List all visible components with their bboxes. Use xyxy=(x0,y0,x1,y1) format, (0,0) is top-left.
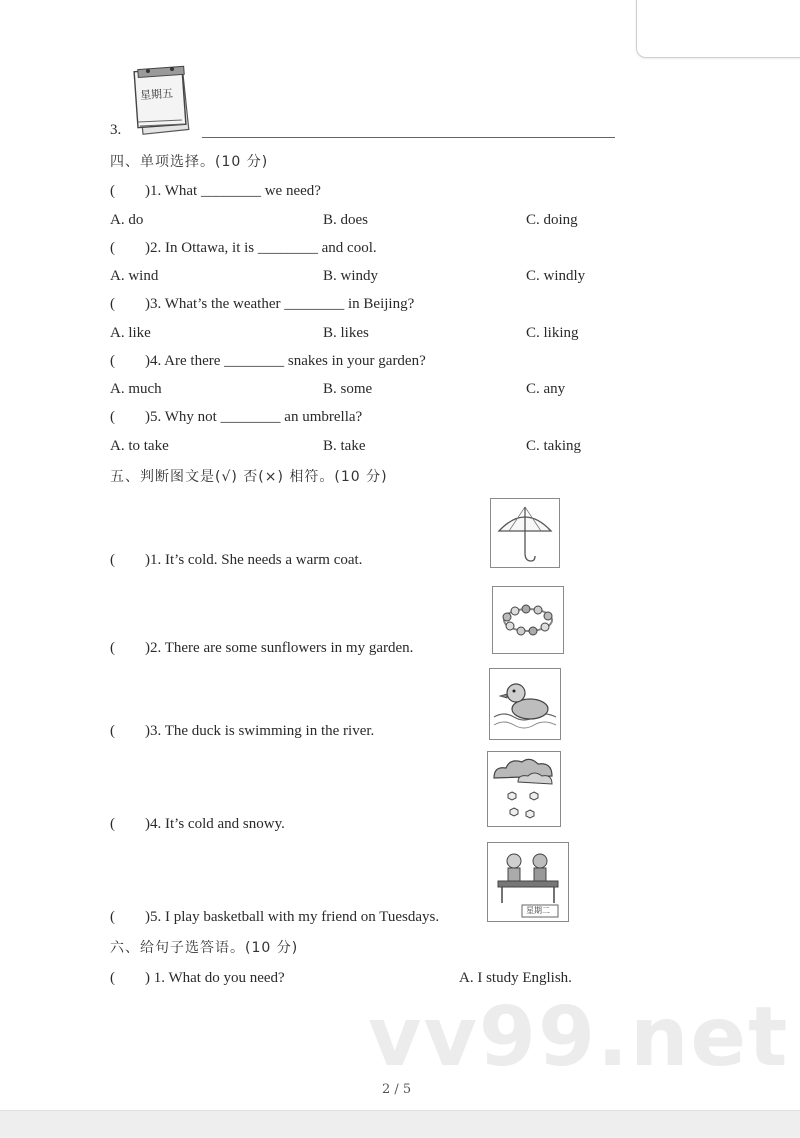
section-5-title: 五、判断图文是(√) 否(×) 相符。(10 分) xyxy=(110,469,388,485)
judge-paren: ( xyxy=(110,816,115,832)
match-answer: A. I study English. xyxy=(459,970,572,986)
judge-paren: ( xyxy=(110,640,115,656)
option-a: A. like xyxy=(110,325,151,341)
umbrella-picture xyxy=(490,498,560,568)
judge-statement: )1. It’s cold. She needs a warm coat. xyxy=(145,552,363,568)
kids-picture xyxy=(487,842,569,922)
option-c: C. any xyxy=(526,381,566,397)
question-paren: ( xyxy=(110,353,115,369)
item-number: 3. xyxy=(110,122,122,138)
option-a: A. much xyxy=(110,381,162,397)
judge-statement: )2. There are some sunflowers in my garden. xyxy=(145,640,414,656)
option-c: C. windly xyxy=(526,268,586,284)
question-paren: ( xyxy=(110,409,115,425)
match-paren: ( xyxy=(110,970,115,986)
option-a: A. to take xyxy=(110,438,169,454)
watermark: vv99.net xyxy=(368,990,790,1085)
option-a: A. do xyxy=(110,212,144,228)
option-c: C. liking xyxy=(526,325,579,341)
question-stem: )5. Why not ________ an umbrella? xyxy=(145,409,363,425)
option-b: B. does xyxy=(323,212,368,228)
judge-paren: ( xyxy=(110,909,115,925)
calendar-picture xyxy=(128,62,192,136)
duck-picture xyxy=(489,668,561,740)
option-b: B. windy xyxy=(323,268,379,284)
question-stem: )2. In Ottawa, it is ________ and cool. xyxy=(145,240,377,256)
picture-caption: 星期二 xyxy=(526,906,550,915)
option-b: B. some xyxy=(323,381,373,397)
flowers-picture xyxy=(492,586,564,654)
judge-paren: ( xyxy=(110,723,115,739)
option-b: B. likes xyxy=(323,325,369,341)
judge-statement: )4. It’s cold and snowy. xyxy=(145,816,285,832)
judge-statement: )5. I play basketball with my friend on Tuesdays. xyxy=(145,909,440,925)
match-question: ) 1. What do you need? xyxy=(145,970,285,986)
snow-cloud-picture xyxy=(487,751,561,827)
page-corner-tab xyxy=(636,0,800,58)
page-number: 2 / 5 xyxy=(382,1082,412,1097)
section-6-title: 六、给句子选答语。(10 分) xyxy=(110,940,299,956)
option-b: B. take xyxy=(323,438,366,454)
question-paren: ( xyxy=(110,240,115,256)
question-stem: )3. What’s the weather ________ in Beijing? xyxy=(145,296,415,312)
question-paren: ( xyxy=(110,296,115,312)
calendar-label: 星期五 xyxy=(139,86,174,103)
option-a: A. wind xyxy=(110,268,159,284)
judge-statement: )3. The duck is swimming in the river. xyxy=(145,723,375,739)
question-stem: )1. What ________ we need? xyxy=(145,183,321,199)
option-c: C. taking xyxy=(526,438,581,454)
judge-paren: ( xyxy=(110,552,115,568)
section-4-title: 四、单项选择。(10 分) xyxy=(110,154,269,170)
question-stem: )4. Are there ________ snakes in your garden? xyxy=(145,353,426,369)
option-c: C. doing xyxy=(526,212,578,228)
question-paren: ( xyxy=(110,183,115,199)
bottom-bar xyxy=(0,1110,800,1138)
answer-line xyxy=(202,137,615,138)
